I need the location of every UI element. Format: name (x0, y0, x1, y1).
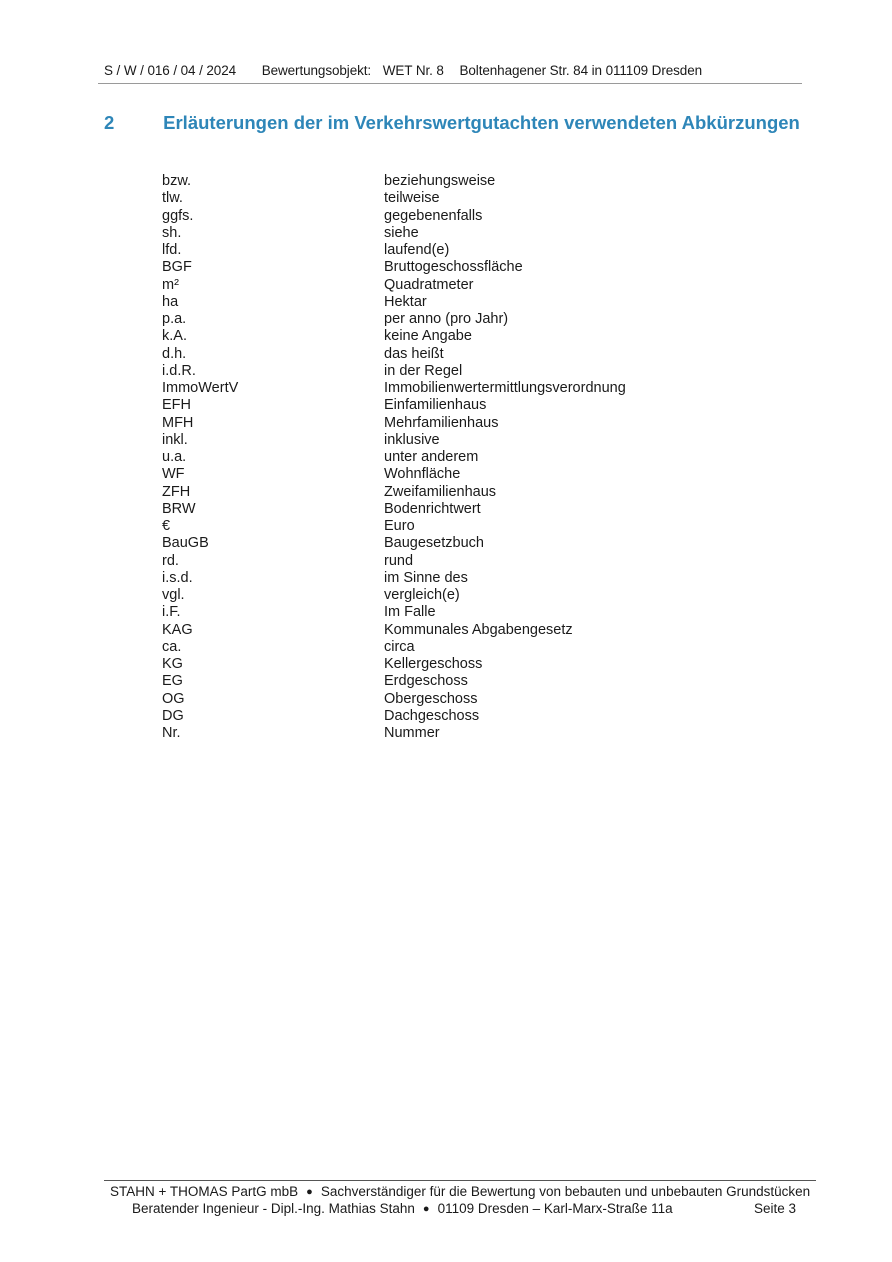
document-reference: S / W / 016 / 04 / 2024 (104, 63, 237, 78)
abbreviation-term: ZFH (162, 483, 191, 500)
footer-line-1 (110, 1184, 822, 1199)
abbreviation-row (162, 449, 682, 466)
abbreviation-term: p.a. (162, 311, 187, 327)
abbreviation-row (162, 708, 682, 725)
abbreviation-meaning: Kommunales Abgabengesetz (384, 621, 573, 638)
abbreviation-term: i.s.d. (162, 569, 193, 586)
abbreviation-row (162, 673, 682, 690)
abbreviation-meaning: Erdgeschoss (384, 673, 468, 690)
abbreviation-meaning: keine Angabe (384, 328, 472, 345)
abbreviation-meaning: Baugesetzbuch (384, 535, 484, 552)
abbreviation-row (162, 587, 682, 604)
abbreviation-row (162, 311, 682, 328)
abbreviation-row (162, 466, 682, 483)
abbreviation-meaning: Obergeschoss (384, 690, 478, 707)
abbreviation-row (162, 501, 682, 518)
footer-engineer: Beratender Ingenieur - Dipl.-Ing. Mathias Stahn (132, 1201, 415, 1216)
abbreviation-term: k.A. (162, 328, 187, 345)
abbreviation-row (162, 190, 682, 207)
abbreviation-meaning: Hektar (384, 293, 427, 310)
abbreviation-term: WF (162, 466, 185, 483)
abbreviation-term: BRW (162, 500, 196, 517)
section-heading (104, 112, 800, 134)
abbreviation-term: vgl. (162, 587, 185, 603)
abbreviation-meaning: beziehungsweise (384, 173, 496, 189)
page-header (104, 63, 702, 78)
abbreviation-term: ggfs. (162, 207, 194, 224)
abbreviation-row (162, 242, 682, 259)
bullet-separator: ● (422, 1203, 430, 1215)
abbreviation-meaning: Einfamilienhaus (384, 397, 487, 414)
abbreviation-term: EG (162, 673, 183, 690)
abbreviation-term: ha (162, 293, 179, 310)
abbreviation-row (162, 432, 682, 449)
bullet-separator: ● (306, 1186, 313, 1198)
abbreviation-row (162, 363, 682, 380)
abbreviation-term: d.h. (162, 345, 187, 362)
abbreviation-term: rd. (162, 552, 179, 569)
header-divider (98, 83, 802, 84)
abbreviation-term: m² (162, 276, 179, 293)
abbreviation-meaning: vergleich(e) (384, 587, 460, 603)
section-title: Erläuterungen der im Verkehrswertgutachten verwendeten Abkürzungen (163, 112, 800, 133)
abbreviation-row (162, 535, 682, 552)
abbreviation-meaning: Mehrfamilienhaus (384, 414, 499, 431)
abbreviation-meaning: inklusive (384, 431, 440, 448)
abbreviation-meaning: rund (384, 552, 414, 569)
abbreviation-term: Nr. (162, 725, 181, 741)
abbreviation-term: u.a. (162, 449, 187, 465)
abbreviation-row (162, 622, 682, 639)
abbreviation-row (162, 484, 682, 501)
abbreviation-meaning: Nummer (384, 725, 440, 741)
abbreviation-row (162, 294, 682, 311)
abbreviation-row (162, 225, 682, 242)
abbreviation-meaning: Kellergeschoss (384, 656, 483, 672)
abbreviation-meaning: in der Regel (384, 362, 463, 379)
abbreviation-meaning: Zweifamilienhaus (384, 483, 497, 500)
abbreviation-meaning: teilweise (384, 190, 440, 207)
abbreviation-term: ca. (162, 638, 182, 655)
abbreviation-meaning: Wohnfläche (384, 466, 461, 483)
abbreviation-meaning: gegebenenfalls (384, 207, 483, 224)
abbreviation-row (162, 639, 682, 656)
abbreviation-row (162, 277, 682, 294)
page-number: Seite 3 (753, 1201, 796, 1216)
abbreviation-term: DG (162, 707, 184, 724)
abbreviation-row (162, 328, 682, 345)
abbreviation-row (162, 380, 682, 397)
footer-description: Sachverständiger für die Bewertung von bebauten und unbebauten Grundstücken (320, 1184, 811, 1199)
abbreviation-meaning: das heißt (384, 345, 444, 362)
abbreviation-term: € (162, 518, 171, 534)
object-label: Bewertungsobjekt: (261, 63, 372, 78)
abbreviation-meaning: Bruttogeschossfläche (384, 259, 523, 276)
abbreviation-term: ImmoWertV (162, 380, 239, 396)
abbreviation-meaning: Immobilienwertermittlungsverordnung (384, 380, 626, 396)
abbreviation-meaning: Euro (384, 518, 415, 534)
footer-company: STAHN + THOMAS PartG mbB (110, 1184, 299, 1199)
abbreviation-row (162, 604, 682, 621)
abbreviation-term: bzw. (162, 173, 192, 189)
abbreviation-row (162, 725, 682, 742)
abbreviation-term: KG (162, 656, 183, 672)
abbreviation-meaning: laufend(e) (384, 242, 450, 258)
abbreviation-term: i.F. (162, 604, 181, 621)
abbreviation-term: MFH (162, 414, 194, 431)
abbreviation-row (162, 415, 682, 432)
abbreviation-term: sh. (162, 224, 182, 241)
abbreviation-row (162, 570, 682, 587)
abbreviation-meaning: Bodenrichtwert (384, 500, 481, 517)
abbreviation-term: EFH (162, 397, 191, 414)
abbreviation-term: BGF (162, 259, 192, 276)
footer-divider (104, 1180, 816, 1181)
abbreviation-row (162, 173, 682, 190)
abbreviation-row (162, 553, 682, 570)
abbreviation-term: BauGB (162, 535, 209, 552)
footer-address: 01109 Dresden – Karl-Marx-Straße 11a (437, 1201, 673, 1216)
abbreviation-meaning: Quadratmeter (384, 276, 474, 293)
abbreviation-row (162, 346, 682, 363)
abbreviation-row (162, 208, 682, 225)
object-unit: WET Nr. 8 (382, 63, 444, 78)
abbreviation-row (162, 656, 682, 673)
abbreviation-term: inkl. (162, 431, 188, 448)
abbreviation-term: KAG (162, 621, 193, 638)
abbreviation-term: lfd. (162, 242, 182, 258)
object-address: Boltenhagener Str. 84 in 011109 Dresden (459, 63, 703, 78)
abbreviation-term: OG (162, 690, 185, 707)
abbreviation-meaning: im Sinne des (384, 569, 468, 586)
abbreviation-meaning: siehe (384, 224, 419, 241)
section-number: 2 (104, 112, 115, 133)
abbreviation-term: i.d.R. (162, 362, 196, 379)
abbreviation-list (162, 173, 682, 742)
abbreviation-row (162, 691, 682, 708)
abbreviation-row (162, 397, 682, 414)
abbreviation-row (162, 259, 682, 276)
abbreviation-meaning: Dachgeschoss (384, 707, 480, 724)
abbreviation-meaning: unter anderem (384, 449, 479, 465)
footer-line-2 (132, 1201, 796, 1216)
abbreviation-meaning: per anno (pro Jahr) (384, 311, 509, 327)
abbreviation-meaning: Im Falle (384, 604, 436, 621)
abbreviation-meaning: circa (384, 638, 415, 655)
abbreviation-row (162, 518, 682, 535)
abbreviation-term: tlw. (162, 190, 183, 207)
